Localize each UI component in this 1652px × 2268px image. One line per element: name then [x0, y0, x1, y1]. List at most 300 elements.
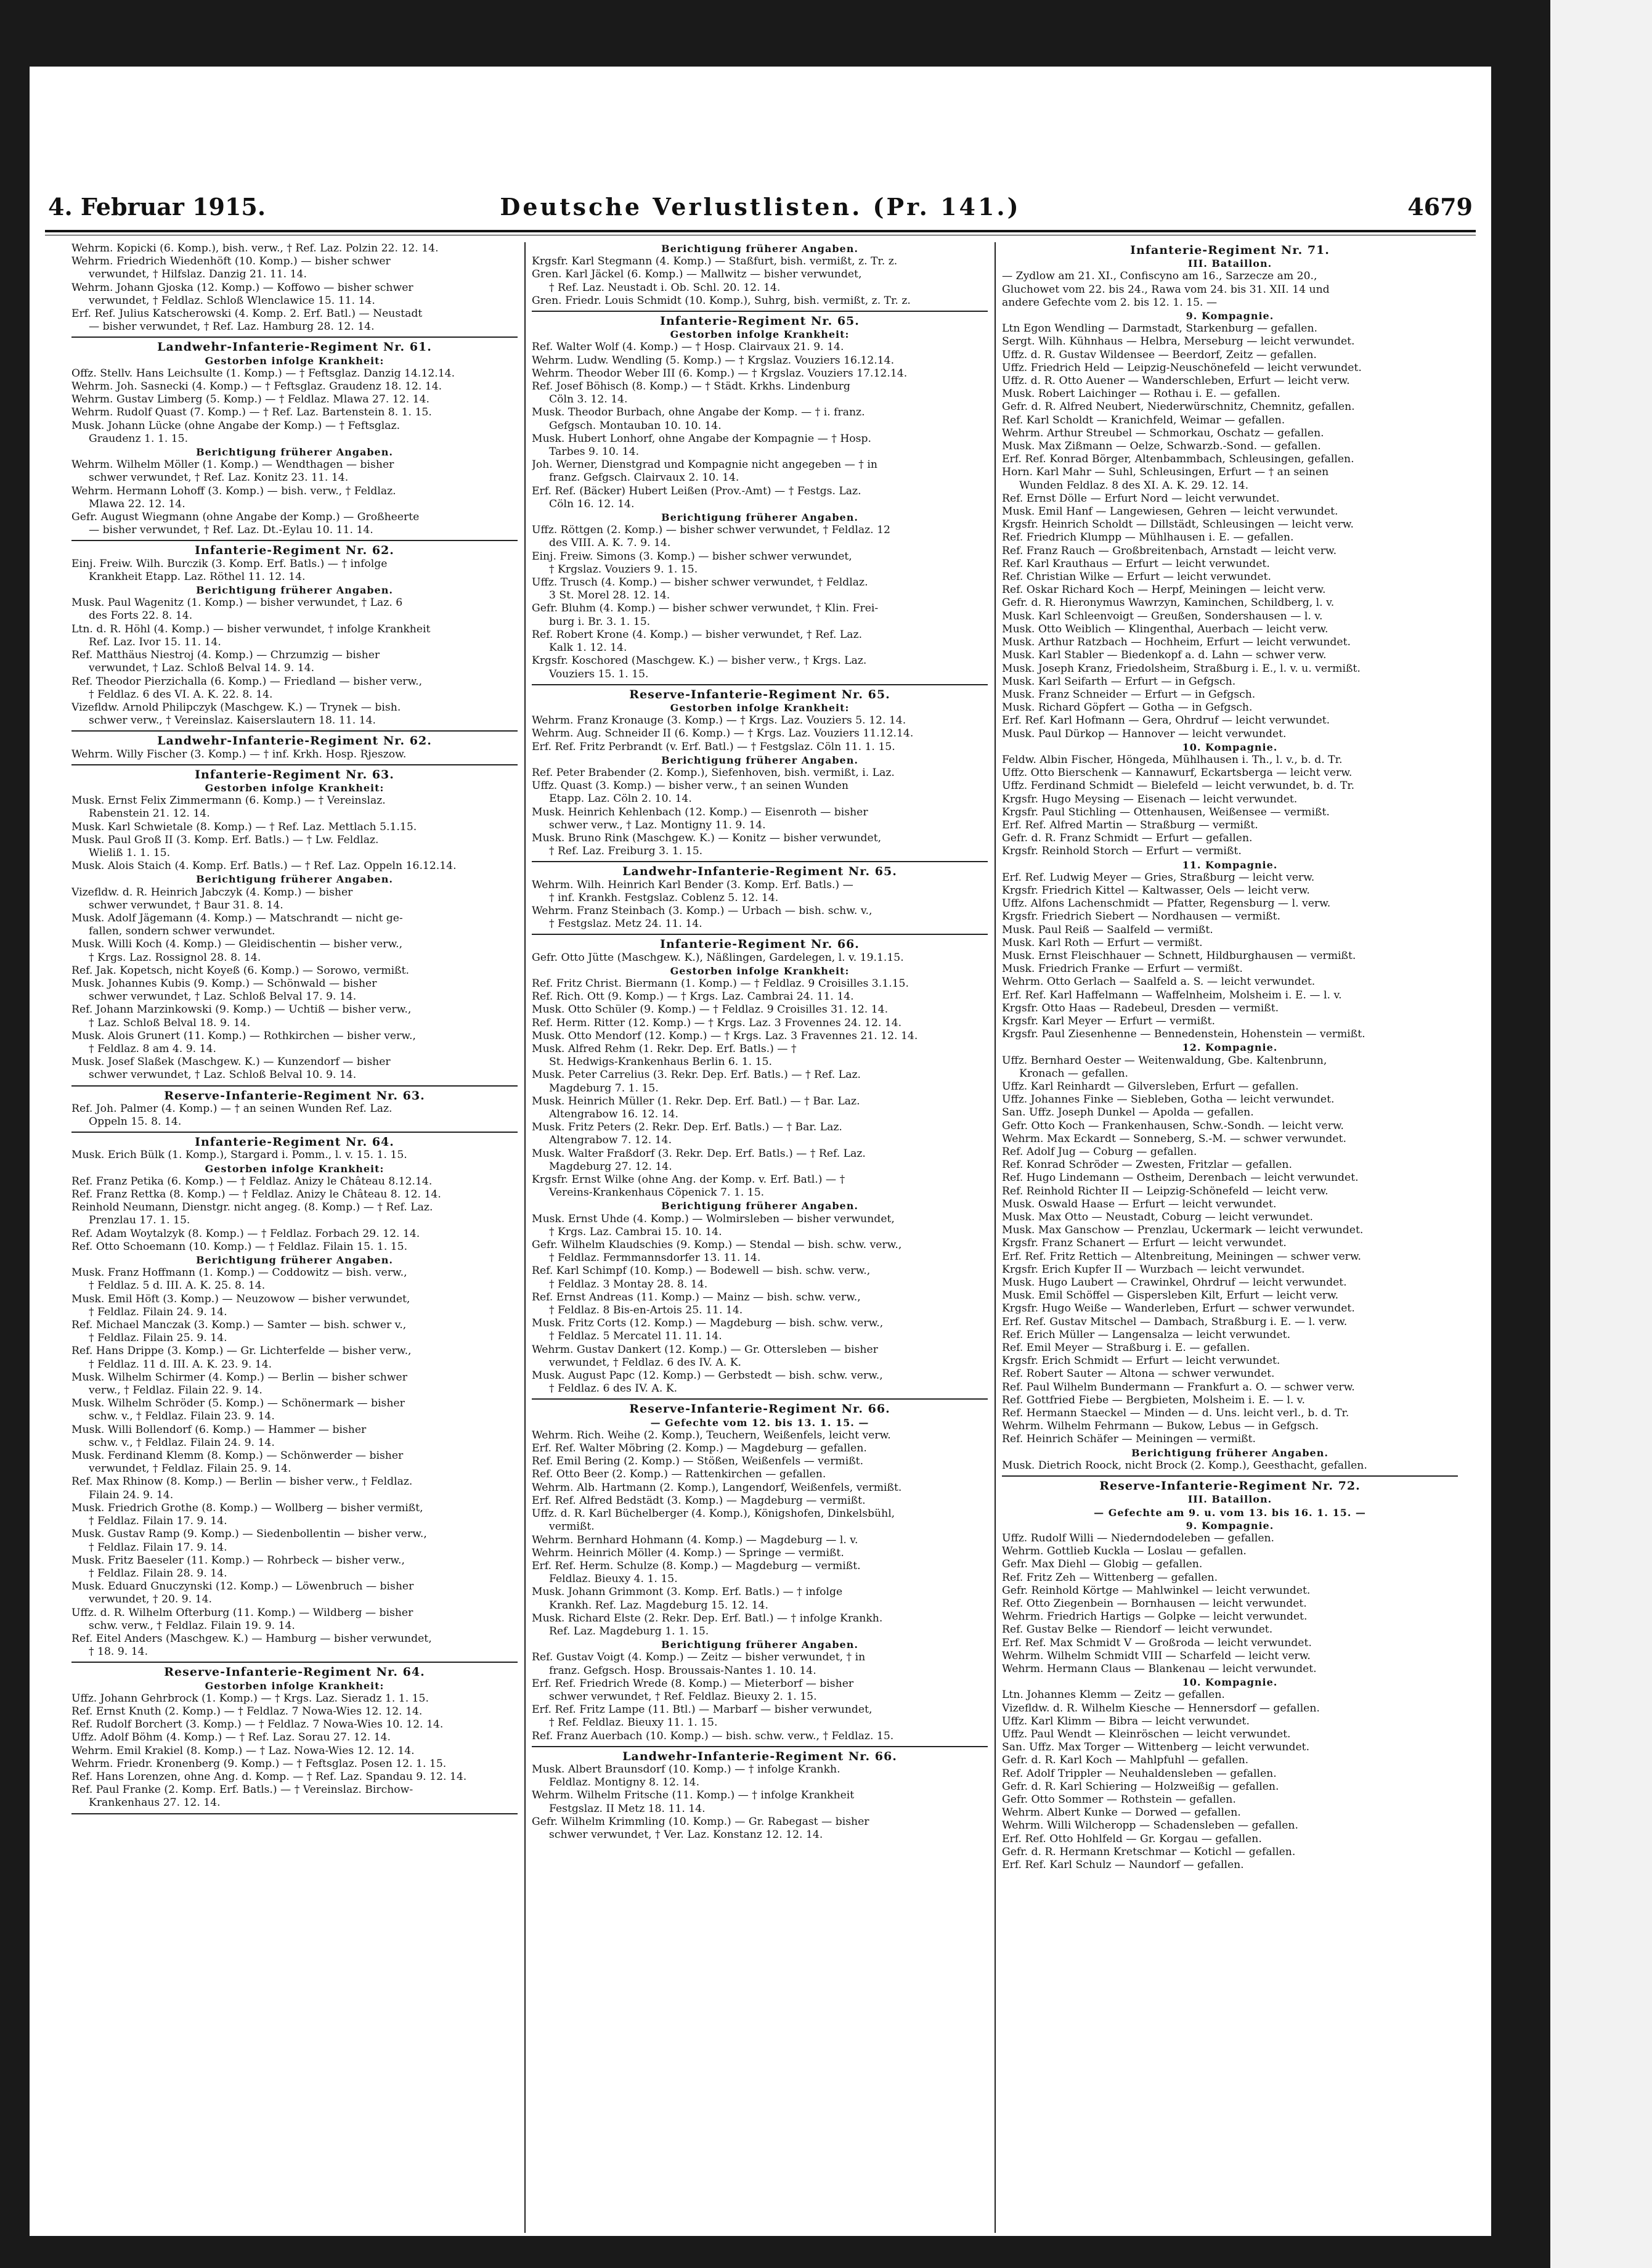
- list-entry: Ref. Emil Meyer — Straßburg i. E. — gefallen.: [1002, 1342, 1250, 1355]
- list-entry: San. Uffz. Max Torger — Wittenberg — leicht verwundet.: [1002, 1741, 1310, 1754]
- list-entry: Uffz. Friedrich Held — Leipzig-Neuschönefeld — leicht verwundet.: [1002, 361, 1362, 374]
- section-rule: [532, 861, 988, 862]
- list-entry: Ref. Michael Manczak (3. Komp.) — Samter — bish. schwer v.,: [71, 1319, 407, 1332]
- list-entry: Musk. Richard Elste (2. Rekr. Dep. Erf. Batl.) — † infolge Krankh.: [532, 1612, 883, 1625]
- list-entry: Musk. Karl Stabler — Biedenkopf a. d. Lahn — schwer verw.: [1002, 649, 1327, 662]
- section-rule: [532, 1398, 988, 1400]
- list-entry: Musk. Arthur Ratzbach — Hochheim, Erfurt — leicht verwundet.: [1002, 636, 1351, 649]
- list-entry: Ref. Paul Wilhelm Bundermann — Frankfurt a. O. — schwer verw.: [1002, 1381, 1355, 1393]
- list-entry: Ref. Christian Wilke — Erfurt — leicht verwundet.: [1002, 571, 1271, 584]
- list-entry: Ref. Peter Brabender (2. Komp.), Siefenhoven, bish. vermißt, i. Laz.: [532, 766, 895, 779]
- list-entry-continuation: † Krgslaz. Vouziers 9. 1. 15.: [549, 563, 698, 576]
- regiment-heading: Infanterie-Regiment Nr. 65.: [660, 314, 860, 328]
- column-1: [71, 242, 518, 2233]
- list-entry: Erf. Ref. (Bäcker) Hubert Leißen (Prov.-Amt) — † Festgs. Laz.: [532, 484, 861, 497]
- list-entry: Musk. Max Otto — Neustadt, Coburg — leicht verwundet.: [1002, 1211, 1313, 1224]
- list-entry-continuation: Rabenstein 21. 12. 14.: [89, 807, 210, 820]
- list-entry: Musk. Karl Roth — Erfurt — vermißt.: [1002, 936, 1203, 949]
- section-subheading: Gestorben infolge Krankheit:: [205, 1162, 385, 1175]
- list-entry: Uffz. Trusch (4. Komp.) — bisher schwer verwundet, † Feldlaz.: [532, 576, 868, 589]
- list-entry-continuation: fallen, sondern schwer verwundet.: [89, 925, 275, 938]
- list-entry-continuation: — bisher verwundet, † Ref. Laz. Dt.-Eylau 10. 11. 14.: [89, 524, 373, 537]
- list-entry: Musk. Hugo Laubert — Crawinkel, Ohrdruf — leicht verwundet.: [1002, 1276, 1347, 1289]
- list-entry: Wehrm. Otto Gerlach — Saalfeld a. S. — leicht verwundet.: [1002, 976, 1316, 989]
- section-subheading: 12. Kompagnie.: [1182, 1042, 1278, 1054]
- list-entry-continuation: 3 St. Morel 28. 12. 14.: [549, 589, 670, 602]
- section-subheading: 9. Kompagnie.: [1186, 310, 1274, 322]
- header-rule: [45, 230, 1476, 232]
- list-entry-continuation: verwundet, † Feldlaz. 6 des IV. A. K.: [549, 1356, 742, 1369]
- list-entry: San. Uffz. Joseph Dunkel — Apolda — gefallen.: [1002, 1106, 1254, 1119]
- list-entry: Wehrm. Bernhard Hohmann (4. Komp.) — Magdeburg — l. v.: [532, 1533, 858, 1546]
- section-rule: [71, 764, 518, 765]
- section-subheading: Berichtigung früherer Angaben.: [661, 1200, 858, 1212]
- list-entry-continuation: † Feldlaz. Fermmannsdorfer 13. 11. 14.: [549, 1252, 761, 1265]
- list-entry: Krgsfr. Hugo Weiße — Wanderleben, Erfurt — schwer verwundet.: [1002, 1302, 1355, 1315]
- list-entry: Ref. Josef Böhisch (8. Komp.) — † Städt. Krkhs. Lindenburg: [532, 380, 850, 393]
- list-entry: Krgsfr. Koschored (Maschgew. K.) — bisher verw., † Krgs. Laz.: [532, 655, 867, 667]
- list-entry: Musk. Emil Hanf — Langewiesen, Gehren — leicht verwundet.: [1002, 505, 1338, 518]
- list-entry-continuation: schwer verwundet, † Ver. Laz. Konstanz 12. 12. 14.: [549, 1828, 823, 1841]
- section-subheading: — Gefechte am 9. u. vom 13. bis 16. 1. 15. —: [1094, 1506, 1366, 1519]
- list-entry: Ref. Reinhold Richter II — Leipzig-Schönefeld — leicht verw.: [1002, 1185, 1329, 1197]
- list-entry: Ref. Paul Franke (2. Komp. Erf. Batls.) — † Vereinslaz. Birchow-: [71, 1784, 413, 1797]
- list-entry: Ref. Franz Rettka (8. Komp.) — † Feldlaz. Anizy le Château 8. 12. 14.: [71, 1188, 441, 1201]
- list-entry: Uffz. Johann Gehrbrock (1. Komp.) — † Krgs. Laz. Sieradz 1. 1. 15.: [71, 1692, 429, 1705]
- list-entry-continuation: † Feldlaz. 6 des VI. A. K. 22. 8. 14.: [89, 688, 273, 701]
- list-entry: Musk. Otto Schüler (9. Komp.) — † Feldlaz. 9 Croisilles 31. 12. 14.: [532, 1003, 889, 1016]
- list-entry: Ref. Rich. Ott (9. Komp.) — † Krgs. Laz. Cambrai 24. 11. 14.: [532, 990, 854, 1003]
- list-entry: Musk. Paul Wagenitz (1. Komp.) — bisher verwundet, † Laz. 6: [71, 597, 403, 610]
- list-entry-continuation: † Feldlaz. Filain 28. 9. 14.: [89, 1567, 227, 1580]
- list-entry: Musk. Friedrich Franke — Erfurt — vermißt.: [1002, 963, 1243, 976]
- list-entry: Erf. Ref. Friedrich Wrede (8. Komp.) — Mieterborf — bisher: [532, 1677, 854, 1690]
- list-entry: Wehrm. Hermann Lohoff (3. Komp.) — bish. verw., † Feldlaz.: [71, 484, 396, 497]
- list-entry: Erf. Ref. Karl Schulz — Naundorf — gefallen.: [1002, 1858, 1244, 1871]
- list-entry: Musk. Peter Carrelius (3. Rekr. Dep. Erf. Batls.) — † Ref. Laz.: [532, 1069, 861, 1082]
- list-entry-continuation: verwundet, † Hilfslaz. Danzig 21. 11. 14.: [89, 268, 307, 281]
- list-entry: Krgsfr. Ernst Wilke (ohne Ang. der Komp. v. Erf. Batl.) — †: [532, 1173, 845, 1186]
- list-entry-continuation: des VIII. A. K. 7. 9. 14.: [549, 537, 671, 550]
- list-entry: Erf. Ref. Herm. Schulze (8. Komp.) — Magdeburg — vermißt.: [532, 1559, 861, 1572]
- list-entry: Musk. Max Zißmann — Oelze, Schwarzb.-Sond. — gefallen.: [1002, 440, 1321, 453]
- list-entry: Ref. Max Rhinow (8. Komp.) — Berlin — bisher verw., † Feldlaz.: [71, 1475, 413, 1488]
- list-entry-continuation: Altengrabow 16. 12. 14.: [549, 1108, 678, 1120]
- list-entry-continuation: Cöln 3. 12. 14.: [549, 393, 628, 406]
- list-entry: Ref. Karl Scholdt — Kranichfeld, Weimar — gefallen.: [1002, 414, 1285, 426]
- list-entry: Musk. Paul Groß II (3. Komp. Erf. Batls.) — † Lw. Feldlaz.: [71, 833, 379, 846]
- list-entry: Gefr. d. R. Karl Schiering — Holzweißig — gefallen.: [1002, 1780, 1279, 1793]
- regiment-heading: Infanterie-Regiment Nr. 66.: [660, 937, 860, 952]
- list-entry: Musk. Ernst Uhde (4. Komp.) — Wolmirsleben — bisher verwundet,: [532, 1212, 895, 1225]
- section-subheading: 10. Kompagnie.: [1182, 1676, 1278, 1689]
- list-entry-continuation: Oppeln 15. 8. 14.: [89, 1116, 182, 1128]
- list-entry: Wehrm. Franz Steinbach (3. Komp.) — Urbach — bish. schw. v.,: [532, 904, 873, 917]
- list-entry-continuation: † Festgslaz. Metz 24. 11. 14.: [549, 918, 702, 931]
- list-entry-continuation: Vereins-Krankenhaus Cöpenick 7. 1. 15.: [549, 1186, 765, 1199]
- list-entry: Wehrm. Emil Krakiel (8. Komp.) — † Laz. Nowa-Wies 12. 12. 14.: [71, 1744, 415, 1757]
- list-entry: Wehrm. Rich. Weihe (2. Komp.), Teuchern, Weißenfels, leicht verw.: [532, 1429, 891, 1442]
- newspaper-page: [30, 67, 1491, 2236]
- list-entry: Musk. Wilhelm Schröder (5. Komp.) — Schönermark — bisher: [71, 1397, 405, 1410]
- section-subheading: Berichtigung früherer Angaben.: [661, 1639, 858, 1651]
- list-entry: Musk. Albert Braunsdorf (10. Komp.) — † infolge Krankh.: [532, 1763, 840, 1776]
- list-entry: Wehrm. Alb. Hartmann (2. Komp.), Langendorf, Weißenfels, vermißt.: [532, 1481, 902, 1494]
- list-entry-continuation: schwer verw., † Vereinslaz. Kaiserslautern 18. 11. 14.: [89, 714, 376, 727]
- section-rule: [71, 1085, 518, 1087]
- section-subheading: Gestorben infolge Krankheit:: [205, 354, 385, 367]
- list-entry: Musk. Ernst Felix Zimmermann (6. Komp.) — † Vereinslaz.: [71, 794, 386, 807]
- list-entry: Ref. Erich Müller — Langensalza — leicht verwundet.: [1002, 1328, 1291, 1341]
- list-entry: Krgsfr. Hugo Meysing — Eisenach — leicht verwundet.: [1002, 793, 1298, 806]
- section-subheading: Gestorben infolge Krankheit:: [670, 701, 850, 714]
- regiment-heading: Landwehr-Infanterie-Regiment Nr. 65.: [622, 865, 897, 879]
- regiment-heading: Landwehr-Infanterie-Regiment Nr. 62.: [157, 734, 432, 748]
- list-entry: Musk. Alfred Rehm (1. Rekr. Dep. Erf. Batls.) — †: [532, 1042, 797, 1055]
- list-entry: Ltn. d. R. Höhl (4. Komp.) — bisher verwundet, † infolge Krankheit: [71, 622, 431, 635]
- list-entry-continuation: † Feldlaz. Filain 17. 9. 14.: [89, 1515, 227, 1528]
- page-header: [48, 187, 1473, 230]
- section-subheading: Berichtigung früherer Angaben.: [196, 873, 393, 886]
- list-entry: Krgsfr. Karl Stegmann (4. Komp.) — Staßfurt, bish. vermißt, z. Tr. z.: [532, 255, 898, 268]
- list-entry: Musk. Robert Laichinger — Rothau i. E. — gefallen.: [1002, 388, 1280, 401]
- regiment-heading: Infanterie-Regiment Nr. 64.: [195, 1135, 394, 1149]
- header-date: 4. Februar 1915.: [48, 193, 266, 221]
- list-entry-continuation: † Feldlaz. Filain 25. 9. 14.: [89, 1332, 227, 1345]
- list-entry: Musk. Fritz Peters (2. Rekr. Dep. Erf. Batls.) — † Bar. Laz.: [532, 1121, 842, 1134]
- list-entry-continuation: schwer verwundet, † Ref. Feldlaz. Bieuxy 2. 1. 15.: [549, 1690, 817, 1703]
- list-entry: Gefr. Wilhelm Klaudschies (9. Komp.) — Stendal — bish. schw. verw.,: [532, 1239, 902, 1252]
- list-entry: Ref. Matthäus Niestroj (4. Komp.) — Chrzumzig — bisher: [71, 649, 380, 662]
- list-entry-continuation: Prenzlau 17. 1. 15.: [89, 1214, 190, 1227]
- list-entry: Gren. Karl Jäckel (6. Komp.) — Mallwitz — bisher verwundet,: [532, 268, 862, 281]
- list-entry: Erf. Ref. Gustav Mitschel — Dambach, Straßburg i. E. — l. verw.: [1002, 1315, 1348, 1328]
- list-entry: Wehrm. Theodor Weber III (6. Komp.) — † Krgslaz. Vouziers 17.12.14.: [532, 367, 908, 380]
- list-entry: Gefr. d. R. Franz Schmidt — Erfurt — gefallen.: [1002, 832, 1253, 845]
- list-entry: Erf. Ref. Ludwig Meyer — Gries, Straßburg — leicht verw.: [1002, 871, 1315, 884]
- list-entry: Gefr. Otto Sommer — Rothstein — gefallen.: [1002, 1793, 1236, 1806]
- section-rule: [532, 311, 988, 312]
- list-entry: Ref. Hugo Lindemann — Ostheim, Derenbach — leicht verwundet.: [1002, 1172, 1359, 1185]
- list-entry: Musk. Johann Lücke (ohne Angabe der Komp.) — † Feftsglaz.: [71, 419, 401, 432]
- list-entry: Uffz. Johannes Finke — Siebleben, Gotha — leicht verwundet.: [1002, 1093, 1335, 1106]
- list-entry-continuation: † Laz. Schloß Belval 18. 9. 14.: [89, 1016, 251, 1029]
- regiment-heading: Infanterie-Regiment Nr. 62.: [195, 544, 394, 558]
- section-rule: [71, 730, 518, 732]
- section-subheading: Berichtigung früherer Angaben.: [1131, 1446, 1329, 1459]
- list-entry: Ref. Hermann Staeckel — Minden — d. Uns. leicht verl., b. d. Tr.: [1002, 1407, 1349, 1420]
- list-entry-continuation: schwer verw., † Laz. Montigny 11. 9. 14.: [549, 818, 766, 831]
- scan-margin: [1550, 0, 1652, 2268]
- section-subheading: Gestorben infolge Krankheit:: [670, 965, 850, 977]
- list-entry: Krgsfr. Reinhold Storch — Erfurt — vermißt.: [1002, 845, 1242, 858]
- list-entry: Musk. Emil Schöffel — Gispersleben Kilt, Erfurt — leicht verw.: [1002, 1289, 1339, 1302]
- list-entry: Ref. Robert Krone (4. Komp.) — bisher verwundet, † Ref. Laz.: [532, 628, 863, 641]
- list-entry: Gefr. Otto Jütte (Maschgew. K.), Näßlingen, Gardelegen, l. v. 19.1.15.: [532, 951, 904, 964]
- list-entry: Wehrm. Friedr. Kronenberg (9. Komp.) — † Feftsglaz. Posen 12. 1. 15.: [71, 1757, 447, 1770]
- list-entry: Wehrm. Johann Gjoska (12. Komp.) — Koffowo — bisher schwer: [71, 281, 413, 294]
- list-entry: Wehrm. Wilhelm Schmidt VIII — Scharfeld — leicht verw.: [1002, 1649, 1311, 1662]
- list-entry: Ltn. Johannes Klemm — Zeitz — gefallen.: [1002, 1689, 1225, 1702]
- list-entry: Musk. Dietrich Roock, nicht Brock (2. Komp.), Geesthacht, gefallen.: [1002, 1459, 1367, 1472]
- list-entry: Erf. Ref. Karl Hofmann — Gera, Ohrdruf — leicht verwundet.: [1002, 714, 1330, 727]
- list-entry: Krgsfr. Franz Schanert — Erfurt — leicht verwundet.: [1002, 1237, 1287, 1250]
- list-entry: Krgsfr. Paul Ziesenhenne — Bennedenstein, Hohenstein — vermißt.: [1002, 1028, 1365, 1041]
- list-entry: Erf. Ref. Fritz Lampe (11. Btl.) — Marbarf — bisher verwundet,: [532, 1703, 873, 1716]
- list-entry-continuation: † Krgs. Laz. Rossignol 28. 8. 14.: [89, 951, 261, 964]
- list-entry-continuation: schw. v., † Feldlaz. Filain 23. 9. 14.: [89, 1410, 275, 1423]
- list-entry: Musk. Karl Schwietale (8. Komp.) — † Ref. Laz. Mettlach 5.1.15.: [71, 820, 417, 833]
- list-entry: Krgsfr. Erich Schmidt — Erfurt — leicht verwundet.: [1002, 1355, 1280, 1368]
- list-entry: Wehrm. Heinrich Möller (4. Komp.) — Springe — vermißt.: [532, 1546, 844, 1559]
- list-entry-continuation: franz. Gefgsch. Hosp. Broussais-Nantes 1. 10. 14.: [549, 1664, 816, 1677]
- list-entry: Uffz. Adolf Böhm (4. Komp.) — † Ref. Laz. Sorau 27. 12. 14.: [71, 1731, 391, 1744]
- list-entry: Ref. Adolf Trippler — Neuhaldensleben — gefallen.: [1002, 1767, 1277, 1780]
- list-entry: Gefr. d. R. Hermann Kretschmar — Kotichl — gefallen.: [1002, 1845, 1296, 1858]
- list-entry-continuation: † Ref. Laz. Freiburg 3. 1. 15.: [549, 845, 703, 858]
- list-entry-continuation: vermißt.: [549, 1520, 595, 1533]
- list-entry-continuation: schwer verwundet, † Baur 31. 8. 14.: [89, 899, 283, 912]
- list-entry: Ref. Franz Petika (6. Komp.) — † Feldlaz. Anizy le Château 8.12.14.: [71, 1175, 433, 1188]
- list-entry: Ref. Johann Marzinkowski (9. Komp.) — Uchtiß — bisher verw.,: [71, 1003, 412, 1016]
- section-subheading: 10. Kompagnie.: [1182, 741, 1278, 753]
- list-entry: Musk. Karl Schleenvoigt — Greußen, Sondershausen — l. v.: [1002, 610, 1323, 622]
- section-subheading: Berichtigung früherer Angaben.: [196, 1254, 393, 1267]
- list-entry: Ref. Rudolf Borchert (3. Komp.) — † Feldlaz. 7 Nowa-Wies 10. 12. 14.: [71, 1718, 444, 1731]
- list-entry: Gefr. d. R. Hieronymus Wawrzyn, Kaminchen, Schildberg, l. v.: [1002, 597, 1335, 610]
- list-entry: Erf. Ref. Julius Katscherowski (4. Komp. 2. Erf. Batl.) — Neustadt: [71, 308, 423, 320]
- list-entry-continuation: verwundet, † Feldlaz. Filain 25. 9. 14.: [89, 1462, 291, 1475]
- list-entry: Musk. Josef Slaßek (Maschgew. K.) — Kunzendorf — bisher: [71, 1056, 391, 1069]
- list-entry-continuation: burg i. Br. 3. 1. 15.: [549, 615, 651, 628]
- list-entry: Ref. Gustav Belke — Riendorf — leicht verwundet.: [1002, 1623, 1273, 1636]
- list-entry: Musk. Wilhelm Schirmer (4. Komp.) — Berlin — bisher schwer: [71, 1371, 407, 1384]
- list-entry: Uffz. Bernhard Oester — Weitenwaldung, Gbe. Kaltenbrunn,: [1002, 1054, 1327, 1067]
- list-entry: Wehrm. Gottlieb Kuckla — Loslau — gefallen.: [1002, 1545, 1247, 1558]
- regiment-heading: Reserve-Infanterie-Regiment Nr. 64.: [164, 1665, 425, 1679]
- list-entry: Einj. Freiw. Simons (3. Komp.) — bisher schwer verwundet,: [532, 550, 852, 563]
- list-entry: Gefr. Wilhelm Krimmling (10. Komp.) — Gr. Rabegast — bisher: [532, 1815, 869, 1828]
- list-entry: Musk. Alois Grunert (11. Komp.) — Rothkirchen — bisher verw.,: [71, 1029, 416, 1042]
- list-entry: Uffz. d. R. Gustav Wildensee — Beerdorf, Zeitz — gefallen.: [1002, 348, 1317, 361]
- section-rule: [532, 1746, 988, 1747]
- list-entry: Krgsfr. Friedrich Kittel — Kaltwasser, Oels — leicht verw.: [1002, 884, 1310, 897]
- list-entry: Uffz. d. R. Karl Büchelberger (4. Komp.), Königshofen, Dinkelsbühl,: [532, 1507, 895, 1520]
- list-entry: Musk. Ernst Fleischhauer — Schnett, Hildburghausen — vermißt.: [1002, 949, 1356, 962]
- list-entry: Erf. Ref. Alfred Bedstädt (3. Komp.) — Magdeburg — vermißt.: [532, 1494, 866, 1507]
- list-entry: Wehrm. Friedrich Wiedenhöft (10. Komp.) — bisher schwer: [71, 255, 391, 268]
- list-entry: Feldw. Albin Fischer, Höngeda, Mühlhausen i. Th., l. v., b. d. Tr.: [1002, 753, 1343, 766]
- list-entry-continuation: franz. Gefgsch. Clairvaux 2. 10. 14.: [549, 471, 739, 484]
- regiment-heading: Reserve-Infanterie-Regiment Nr. 65.: [629, 687, 890, 701]
- regiment-heading: Landwehr-Infanterie-Regiment Nr. 66.: [622, 1749, 897, 1763]
- section-rule: [71, 1132, 518, 1133]
- list-entry: Wehrm. Friedrich Hartigs — Golpke — leicht verwundet.: [1002, 1610, 1308, 1623]
- list-entry: Ref. Gustav Voigt (4. Komp.) — Zeitz — bisher verwundet, † in: [532, 1651, 866, 1664]
- list-entry-continuation: † Feldlaz. 5 d. III. A. K. 25. 8. 14.: [89, 1279, 266, 1292]
- list-entry: Wehrm. Wilhelm Fehrmann — Bukow, Lebus — in Gefgsch.: [1002, 1420, 1319, 1433]
- list-entry-continuation: † Feldlaz. 11 d. III. A. K. 23. 9. 14.: [89, 1358, 272, 1371]
- list-entry: Musk. Fritz Baeseler (11. Komp.) — Rohrbeck — bisher verw.,: [71, 1554, 405, 1567]
- list-entry-continuation: Gefgsch. Montauban 10. 10. 14.: [549, 419, 722, 432]
- list-entry-continuation: des Forts 22. 8. 14.: [89, 610, 193, 622]
- section-rule: [71, 540, 518, 541]
- column-divider-1: [524, 242, 526, 2233]
- list-entry: Musk. Adolf Jägemann (4. Komp.) — Matschrandt — nicht ge-: [71, 912, 403, 924]
- regiment-heading: Reserve-Infanterie-Regiment Nr. 72.: [1099, 1479, 1361, 1493]
- list-entry: Vizefldw. Arnold Philipczyk (Maschgew. K.) — Trynek — bish.: [71, 701, 401, 714]
- list-entry-continuation: Filain 24. 9. 14.: [89, 1488, 174, 1501]
- list-entry: Musk. Fritz Corts (12. Komp.) — Magdeburg — bish. schw. verw.,: [532, 1317, 884, 1330]
- list-entry: Musk. Walter Fraßdorf (3. Rekr. Dep. Erf. Batls.) — † Ref. Laz.: [532, 1147, 866, 1160]
- list-entry: Musk. Max Ganschow — Prenzlau, Uckermark — leicht verwundet.: [1002, 1224, 1364, 1237]
- list-entry: Wehrm. Gustav Limberg (5. Komp.) — † Feldlaz. Mlawa 27. 12. 14.: [71, 393, 429, 406]
- column-2: [532, 242, 988, 2233]
- list-entry-continuation: † Feldlaz. Filain 24. 9. 14.: [89, 1305, 227, 1318]
- list-entry: Ref. Joh. Palmer (4. Komp.) — † an seinen Wunden Ref. Laz.: [71, 1102, 393, 1115]
- list-entry: Uffz. Alfons Lachenschmidt — Pfatter, Regensburg — l. verw.: [1002, 897, 1331, 910]
- list-entry-continuation: Ref. Laz. Magdeburg 1. 1. 15.: [549, 1625, 709, 1638]
- list-entry: Musk. Heinrich Kehlenbach (12. Komp.) — Eisenroth — bisher: [532, 806, 868, 818]
- list-entry: Wehrm. Joh. Sasnecki (4. Komp.) — † Feftsglaz. Graudenz 18. 12. 14.: [71, 380, 442, 393]
- list-entry: Musk. Hubert Lonhorf, ohne Angabe der Kompagnie — † Hosp.: [532, 432, 871, 445]
- list-entry-continuation: Feldlaz. Bieuxy 4. 1. 15.: [549, 1573, 678, 1586]
- list-entry-continuation: verwundet, † 20. 9. 14.: [89, 1593, 213, 1606]
- list-entry: Wehrm. Ludw. Wendling (5. Komp.) — † Krgslaz. Vouziers 16.12.14.: [532, 354, 895, 367]
- list-entry: Gefr. d. R. Alfred Neubert, Niederwürschnitz, Chemnitz, gefallen.: [1002, 401, 1355, 414]
- list-entry: Wehrm. Franz Kronauge (3. Komp.) — † Krgs. Laz. Vouziers 5. 12. 14.: [532, 714, 906, 727]
- list-entry: Wehrm. Arthur Streubel — Schmorkau, Oschatz — gefallen.: [1002, 426, 1324, 439]
- list-entry: Erf. Ref. Walter Möbring (2. Komp.) — Magdeburg — gefallen.: [532, 1442, 867, 1455]
- list-entry-continuation: † Feldlaz. 8 Bis-en-Artois 25. 11. 14.: [549, 1304, 743, 1317]
- list-entry: Ref. Otto Ziegenbein — Bornhausen — leicht verwundet.: [1002, 1597, 1307, 1610]
- list-entry: Musk. Franz Schneider — Erfurt — in Gefgsch.: [1002, 688, 1256, 701]
- section-rule: [71, 337, 518, 338]
- list-entry: Ref. Otto Schoemann (10. Komp.) — † Feldlaz. Filain 15. 1. 15.: [71, 1240, 408, 1253]
- list-entry: Wehrm. Aug. Schneider II (6. Komp.) — † Krgs. Laz. Vouziers 11.12.14.: [532, 727, 914, 740]
- list-entry: Erf. Ref. Karl Haffelmann — Waffelnheim, Molsheim i. E. — l. v.: [1002, 989, 1342, 1001]
- list-entry: Musk. Richard Göpfert — Gotha — in Gefgsch.: [1002, 701, 1253, 714]
- list-entry-continuation: † Krgs. Laz. Cambrai 15. 10. 14.: [549, 1225, 722, 1238]
- list-entry-continuation: † Feldlaz. 8 am 4. 9. 14.: [89, 1042, 216, 1055]
- list-entry: Erf. Ref. Alfred Martin — Straßburg — vermißt.: [1002, 818, 1258, 831]
- list-entry-continuation: Graudenz 1. 1. 15.: [89, 432, 189, 445]
- list-entry: Musk. Otto Weiblich — Klingenthal, Auerbach — leicht verw.: [1002, 622, 1329, 635]
- list-entry-continuation: † Ref. Feldlaz. Bieuxy 11. 1. 15.: [549, 1716, 718, 1729]
- list-entry: Musk. Paul Dürkop — Hannover — leicht verwundet.: [1002, 727, 1287, 740]
- list-entry-continuation: Kalk 1. 12. 14.: [549, 642, 627, 655]
- section-subheading: 9. Kompagnie.: [1186, 1519, 1274, 1532]
- list-entry: Musk. Johannes Kubis (9. Komp.) — Schönwald — bisher: [71, 977, 377, 990]
- list-entry: Musk. Franz Hoffmann (1. Komp.) — Coddowitz — bish. verw.,: [71, 1267, 407, 1279]
- list-entry-continuation: verwundet, † Laz. Schloß Belval 14. 9. 14.: [89, 662, 315, 675]
- list-entry-continuation: — bisher verwundet, † Ref. Laz. Hamburg 28. 12. 14.: [89, 320, 375, 333]
- section-subheading: Berichtigung früherer Angaben.: [196, 446, 393, 459]
- header-title: Deutsche Verlustlisten. (Pr. 141.): [500, 193, 1021, 221]
- section-rule: [1002, 1475, 1458, 1477]
- list-entry: Wehrm. Wilhelm Fritsche (11. Komp.) — † infolge Krankheit: [532, 1789, 855, 1802]
- list-entry: Ref. Franz Auerbach (10. Komp.) — bish. schw. verw., † Feldlaz. 15.: [532, 1729, 894, 1742]
- regiment-heading: Infanterie-Regiment Nr. 63.: [195, 767, 394, 781]
- list-entry-continuation: † Feldlaz. 6 des IV. A. K.: [549, 1382, 678, 1395]
- list-entry: Ref. Fritz Zeh — Wittenberg — gefallen.: [1002, 1571, 1218, 1584]
- list-entry-continuation: Etapp. Laz. Cöln 2. 10. 14.: [549, 793, 692, 806]
- list-entry-continuation: Altengrabow 7. 12. 14.: [549, 1134, 672, 1147]
- list-entry-continuation: St. Hedwigs-Krankenhaus Berlin 6. 1. 15.: [549, 1056, 772, 1069]
- list-entry: Ref. Hans Drippe (3. Komp.) — Gr. Lichterfelde — bisher verw.,: [71, 1345, 412, 1358]
- list-entry: Vizefldw. d. R. Wilhelm Kiesche — Hennersdorf — gefallen.: [1002, 1702, 1320, 1715]
- list-entry: Musk. Willi Bollendorf (6. Komp.) — Hammer — bisher: [71, 1423, 367, 1436]
- list-entry: Musk. Alois Staich (4. Komp. Erf. Batls.) — † Ref. Laz. Oppeln 16.12.14.: [71, 860, 457, 873]
- list-entry: Wehrm. Gustav Dankert (12. Komp.) — Gr. Ottersleben — bisher: [532, 1343, 878, 1356]
- list-entry-continuation: † inf. Krankh. Festgslaz. Coblenz 5. 12. 14.: [549, 891, 779, 904]
- list-entry: Musk. Bruno Rink (Maschgew. K.) — Konitz — bisher verwundet,: [532, 831, 882, 844]
- regiment-heading: Reserve-Infanterie-Regiment Nr. 63.: [164, 1088, 425, 1103]
- list-entry: Ref. Adolf Jug — Coburg — gefallen.: [1002, 1146, 1197, 1159]
- list-entry: Ref. Ernst Andreas (11. Komp.) — Mainz — bish. schw. verw.,: [532, 1291, 861, 1303]
- list-entry: Musk. Paul Reiß — Saalfeld — vermißt.: [1002, 923, 1213, 936]
- list-entry: Uffz. Paul Wendt — Kleinröschen — leicht verwundet.: [1002, 1728, 1291, 1740]
- list-entry-continuation: Wieliß 1. 1. 15.: [89, 846, 171, 859]
- list-entry: Einj. Freiw. Wilh. Burczik (3. Komp. Erf. Batls.) — † infolge: [71, 557, 388, 570]
- list-entry: Musk. Otto Mendorf (12. Komp.) — † Krgs. Laz. 3 Fravennes 21. 12. 14.: [532, 1029, 918, 1042]
- list-entry: Ref. Karl Krauthaus — Erfurt — leicht verwundet.: [1002, 557, 1270, 570]
- list-entry: Musk. Johann Grimmont (3. Komp. Erf. Batls.) — † infolge: [532, 1586, 843, 1599]
- list-entry: Uffz. Röttgen (2. Komp.) — bisher schwer verwundet, † Feldlaz. 12: [532, 524, 890, 537]
- list-entry: Joh. Werner, Dienstgrad und Kompagnie nicht angegeben — † in: [532, 459, 877, 471]
- list-entry: Uffz. Karl Klimm — Bibra — leicht verwundet.: [1002, 1715, 1250, 1728]
- list-entry: Ref. Ernst Knuth (2. Komp.) — † Feldlaz. 7 Nowa-Wies 12. 12. 14.: [71, 1705, 423, 1718]
- list-entry: Ref. Walter Wolf (4. Komp.) — † Hosp. Clairvaux 21. 9. 14.: [532, 341, 844, 354]
- regiment-heading: Reserve-Infanterie-Regiment Nr. 66.: [629, 1402, 890, 1416]
- list-entry: Uffz. Karl Reinhardt — Gilversleben, Erfurt — gefallen.: [1002, 1080, 1299, 1093]
- list-entry-continuation: verwundet, † Feldlaz. Schloß Wlenclawice 15. 11. 14.: [89, 294, 375, 307]
- list-entry-continuation: Festgslaz. II Metz 18. 11. 14.: [549, 1802, 706, 1815]
- list-entry-continuation: Krankheit Etapp. Laz. Röthel 11. 12. 14.: [89, 570, 306, 583]
- list-entry-continuation: † Feldlaz. Filain 17. 9. 14.: [89, 1541, 227, 1554]
- list-entry-continuation: Magdeburg 7. 1. 15.: [549, 1082, 659, 1095]
- list-entry: Musk. Ferdinand Klemm (8. Komp.) — Schönwerder — bisher: [71, 1450, 404, 1462]
- list-entry-continuation: Cöln 16. 12. 14.: [549, 497, 635, 510]
- list-entry-continuation: Kronach — gefallen.: [1019, 1067, 1129, 1080]
- column-divider-2: [995, 242, 996, 2233]
- list-entry: Erf. Ref. Otto Hohlfeld — Gr. Korgau — gefallen.: [1002, 1832, 1262, 1845]
- header-page-number: 4679: [1407, 193, 1473, 221]
- list-entry: Musk. Erich Bülk (1. Komp.), Stargard i. Pomm., l. v. 15. 1. 15.: [71, 1149, 407, 1162]
- list-entry: Gefr. d. R. Karl Koch — Mahlpfuhl — gefallen.: [1002, 1754, 1249, 1767]
- list-entry-continuation: Krankenhaus 27. 12. 14.: [89, 1797, 221, 1809]
- list-entry: Ref. Karl Schimpf (10. Komp.) — Bodewell — bish. schw. verw.,: [532, 1265, 871, 1278]
- list-entry: Ref. Heinrich Schäfer — Meiningen — vermißt.: [1002, 1433, 1256, 1446]
- list-entry: Krgsfr. Friedrich Siebert — Nordhausen — vermißt.: [1002, 910, 1280, 923]
- list-entry: Ref. Herm. Ritter (12. Komp.) — † Krgs. Laz. 3 Frovennes 24. 12. 14.: [532, 1016, 902, 1029]
- list-entry: Horn. Karl Mahr — Suhl, Schleusingen, Erfurt — † an seinen: [1002, 466, 1329, 479]
- list-entry: Gefr. Otto Koch — Frankenhausen, Schw.-Sondh. — leicht verw.: [1002, 1119, 1344, 1132]
- list-entry: Krgsfr. Otto Haas — Radebeul, Dresden — vermißt.: [1002, 1001, 1279, 1014]
- list-entry: Uffz. Quast (3. Komp.) — bisher verw., † an seinen Wunden: [532, 780, 849, 793]
- list-entry: Musk. Eduard Gnuczynski (12. Komp.) — Löwenbruch — bisher: [71, 1580, 414, 1593]
- list-entry: Gefr. Max Diehl — Globig — gefallen.: [1002, 1558, 1203, 1571]
- list-entry: Ref. Franz Rauch — Großbreitenbach, Arnstadt — leicht verw.: [1002, 544, 1337, 557]
- list-entry: Vizefldw. d. R. Heinrich Jabczyk (4. Komp.) — bisher: [71, 886, 353, 899]
- regiment-heading: Landwehr-Infanterie-Regiment Nr. 61.: [157, 340, 432, 354]
- column-3: [1002, 242, 1458, 2233]
- section-subheading: Berichtigung früherer Angaben.: [196, 584, 393, 597]
- list-entry: Musk. Theodor Burbach, ohne Angabe der Komp. — † i. franz.: [532, 406, 865, 419]
- list-entry: Musk. Emil Höft (3. Komp.) — Neuzowow — bisher verwundet,: [71, 1292, 410, 1305]
- section-subheading: Berichtigung früherer Angaben.: [661, 243, 858, 255]
- list-entry-continuation: Ref. Laz. Ivor 15. 11. 14.: [89, 635, 221, 648]
